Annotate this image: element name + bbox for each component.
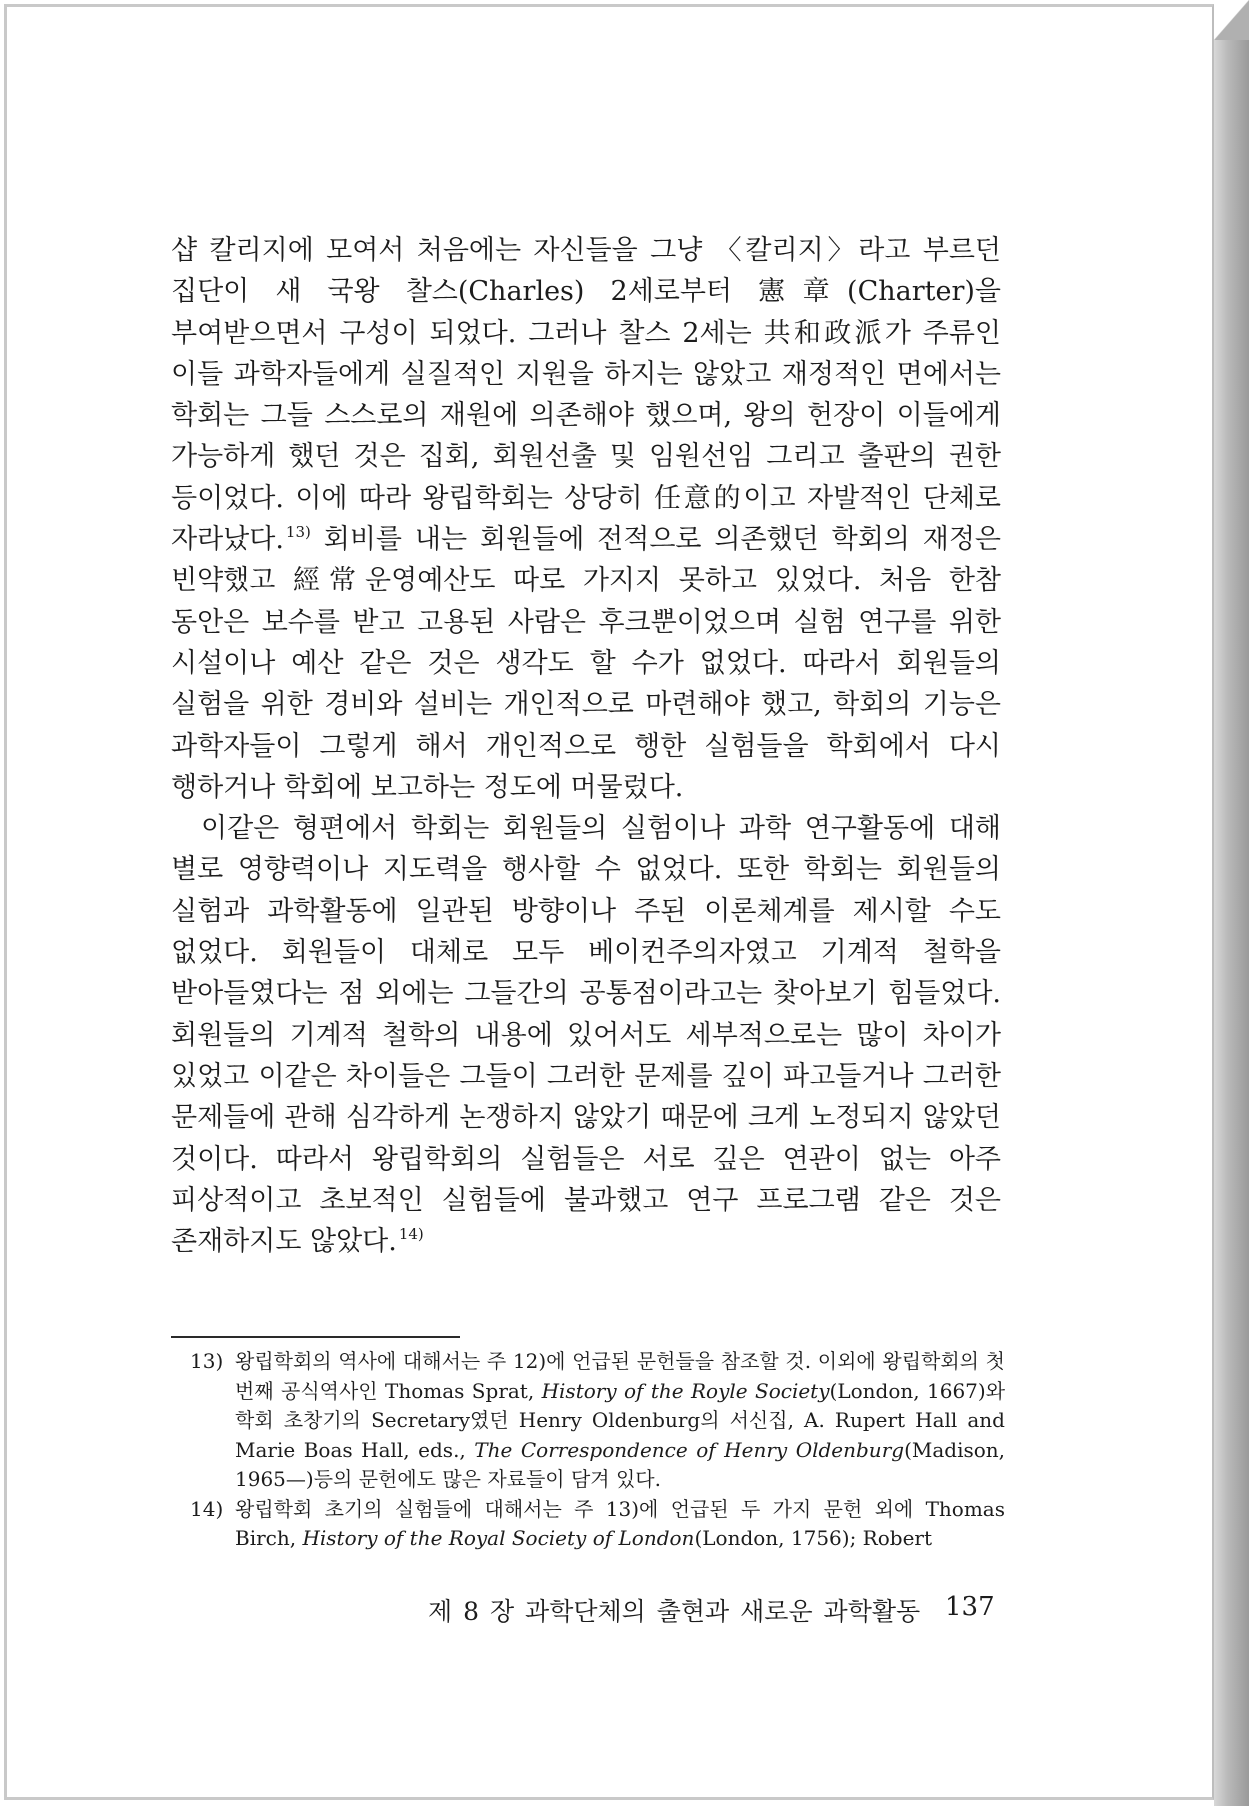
paragraph-2 [171,808,1001,1262]
footnote-text: 왕립학회 초기의 실험들에 대해서는 주 13)에 언급된 두 가지 문헌 외에 Thomas Birch, [235,1496,1005,1550]
footnote-number: 14) [190,1496,224,1521]
paragraph-2-text: 이같은 형편에서 학회는 회원들의 실험이나 과학 연구활동에 대해 별로 영향력이나 지도력을 행사할 수 없었다. 또한 학회는 회원들의 실험과 과학활동에 일관된 방향이나 주된 이론체계를 제시할 수도 없었다. 회원들이 대체로 모두 베이컨주의자였고 기계적 철학을 받아들였다는 점 외에는 그들간의 공통점이라고는 찾아보기 힘들었다. 회원들의 기계적 철학의 내용에 있어서도 세부적으로는 많이 차이가 있었고 이같은 차이들은 그들이 그러한 문제를 깊이 파고들거나 그러한 문제들에 관해 심각하게 논쟁하지 않았기 때문에 크게 노정되지 않았던 것이다. 따라서 왕립학회의 실험들은 서로 깊은 연관이 없는 아주 피상적이고 초보적인 실험들에 불과했고 연구 프로그램 같은 것은 존재하지도 않았다. [171,813,1001,1258]
page-corner-fold [1214,0,1249,40]
footnotes [190,1347,1005,1554]
page-edge-shadow [1214,0,1249,1806]
footnote-book-title: The Correspondence of Henry Oldenburg [474,1437,905,1462]
footnote-book-title: History of the Royle Society [541,1378,830,1403]
footnote-13 [190,1347,1005,1495]
footnote-divider [171,1336,460,1338]
footnote-14 [190,1495,1005,1554]
footnote-text-cont: (London, 1756); Robert [694,1526,933,1550]
page-number: 137 [945,1592,995,1622]
paragraph-1-text: 샵 칼리지에 모여서 처음에는 자신들을 그냥 〈칼리지〉라고 부르던 집단이 새 국왕 찰스(Charles) 2세로부터 憲章(Charter)을 부여받으면서 구성이 되었다. 그러나 찰스 2세는 共和政派가 주류인 이들 과학자들에게 실질적인 지원을 하지는 않았고 재정적인 면에서는 학회는 그들 스스로의 재원에 의존해야 했으며, 왕의 헌장이 이들에게 가능하게 했던 것은 집회, 회원선출 및 임원선임 그리고 출판의 권한 등이었다. 이에 따라 왕립학회는 상당히 任意的이고 자발적인 단체로 자라났다. [171,235,1001,556]
body-text [171,230,1001,1262]
footnote-text-cont: (London, 1667)와 학회 초창기의 Secretary였던 Henry Oldenburg의 서신집, A. Rupert Hall and Marie Boas Hall, eds., [235,1378,1006,1462]
running-footer: 제 8 장 과학단체의 출현과 새로운 과학활동 [428,1597,921,1626]
footnote-text: 왕립학회의 역사에 대해서는 주 12)에 언급된 문헌들을 참조할 것. 이외에 왕립학회의 첫번째 공식역사인 Thomas Sprat, [235,1349,1005,1403]
footnote-ref-14: 14) [398,1225,424,1244]
paragraph-1-text-cont: 회비를 내는 회원들에 전적으로 의존했던 학회의 재정은 빈약했고 經常운영예산도 따로 가지지 못하고 있었다. 처음 한참 동안은 보수를 받고 고용된 사람은 후크뿐이었으며 실험 연구를 위한 시설이나 예산 같은 것은 생각도 할 수가 없었다. 따라서 회원들의 실험을 위한 경비와 설비는 개인적으로 마련해야 했고, 학회의 기능은 과학자들이 그렇게 해서 개인적으로 행한 실험들을 학회에서 다시 행하거나 학회에 보고하는 정도에 머물렀다. [171,524,1001,803]
footnote-book-title: History of the Royal Society of London [302,1526,695,1550]
footnote-number: 13) [190,1349,224,1373]
footnote-text-cont: (Madison, 1965—)등의 문헌에도 많은 자료들이 담겨 있다. [235,1437,1006,1491]
paragraph-1 [171,230,1001,808]
footnote-ref-13: 13) [285,523,311,542]
